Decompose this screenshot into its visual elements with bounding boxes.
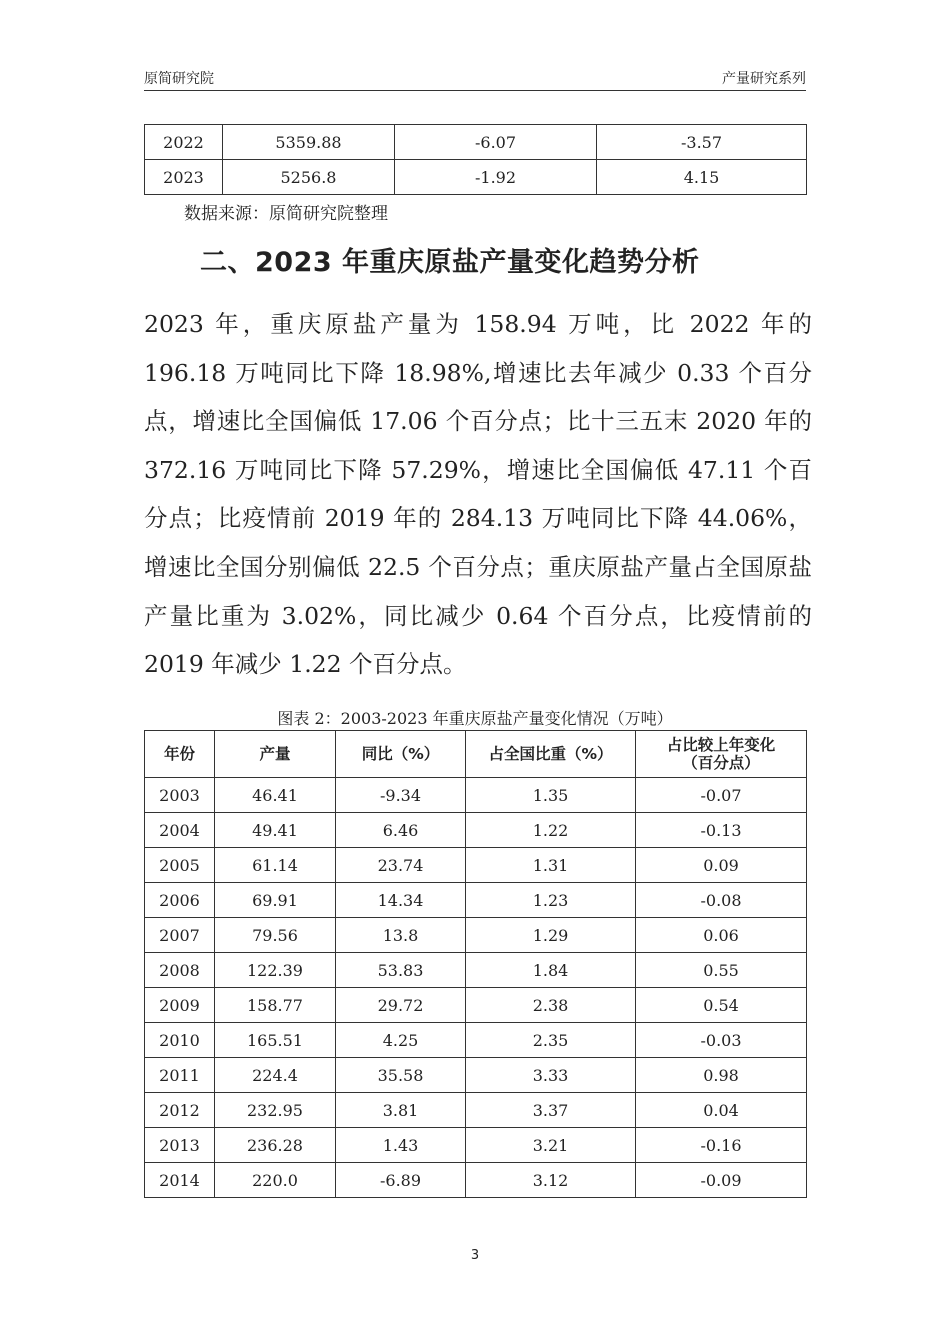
table-row bbox=[145, 953, 807, 988]
table-cell: 61.14 bbox=[215, 848, 336, 883]
table-cell: 5256.8 bbox=[223, 160, 395, 195]
table-cell: -1.92 bbox=[395, 160, 597, 195]
page-header bbox=[144, 64, 806, 91]
section-title: 二、2023 年重庆原盐产量变化趋势分析 bbox=[200, 247, 700, 278]
table-cell: 2010 bbox=[145, 1023, 215, 1058]
table-cell: -6.89 bbox=[336, 1163, 466, 1198]
table-cell: 69.91 bbox=[215, 883, 336, 918]
table-cell: -6.07 bbox=[395, 125, 597, 160]
table-cell: -9.34 bbox=[336, 778, 466, 813]
table-row bbox=[145, 1128, 807, 1163]
data-source-note: 数据来源：原简研究院整理 bbox=[184, 204, 388, 224]
table-cell: 2005 bbox=[145, 848, 215, 883]
production-history-table bbox=[144, 730, 807, 1198]
table-cell: 2009 bbox=[145, 988, 215, 1023]
table-cell: 1.35 bbox=[466, 778, 636, 813]
table-row bbox=[145, 918, 807, 953]
table-cell: 2006 bbox=[145, 883, 215, 918]
table-row bbox=[145, 160, 807, 195]
analysis-paragraph bbox=[144, 300, 812, 689]
table-cell: 2013 bbox=[145, 1128, 215, 1163]
table-row bbox=[145, 988, 807, 1023]
table-cell: 0.04 bbox=[636, 1093, 807, 1128]
table-cell: -0.13 bbox=[636, 813, 807, 848]
table-cell: 79.56 bbox=[215, 918, 336, 953]
table-cell: 122.39 bbox=[215, 953, 336, 988]
table-cell: 6.46 bbox=[336, 813, 466, 848]
header-org-name: 原简研究院 bbox=[144, 71, 214, 87]
table-cell: 2023 bbox=[145, 160, 223, 195]
table-cell: 3.21 bbox=[466, 1128, 636, 1163]
table-cell: 49.41 bbox=[215, 813, 336, 848]
column-header-output: 产量 bbox=[215, 731, 336, 778]
table-row bbox=[145, 1093, 807, 1128]
table-cell: 1.29 bbox=[466, 918, 636, 953]
table-cell: 0.54 bbox=[636, 988, 807, 1023]
column-header-yoy: 同比（%） bbox=[336, 731, 466, 778]
table-cell: 232.95 bbox=[215, 1093, 336, 1128]
table-cell: 2007 bbox=[145, 918, 215, 953]
column-header-year: 年份 bbox=[145, 731, 215, 778]
table-cell: -0.08 bbox=[636, 883, 807, 918]
table-cell: -3.57 bbox=[597, 125, 807, 160]
table-cell: 236.28 bbox=[215, 1128, 336, 1163]
table-cell: 1.84 bbox=[466, 953, 636, 988]
table-cell: 2011 bbox=[145, 1058, 215, 1093]
table-cell: 1.23 bbox=[466, 883, 636, 918]
paragraph-text: 2023 年，重庆原盐产量为 158.94 万吨，比 2022 年的 196.18 万吨同比下降 18.98%,增速比去年减少 0.33 个百分点，增速比全国偏低 17.06 个百分点；比十三五末 2020 年的 372.16 万吨同比下降 57.29%，增速比全国偏低 47.11 个百分点；比疫情前 2019 年的 284.13 万吨同比下降 44.06%，增速比全国分别偏低 22.5 个百分点；重庆原盐产量占全国原盐产量比重为 3.02%，同比减少 0.64 个百分点，比疫情前的 2019 年减少 1.22 个百分点。 bbox=[144, 310, 812, 679]
table-cell: 23.74 bbox=[336, 848, 466, 883]
table-cell: 2008 bbox=[145, 953, 215, 988]
column-header-share-change: 占比较上年变化（百分点） bbox=[636, 731, 807, 778]
table-cell: 3.12 bbox=[466, 1163, 636, 1198]
table-cell: 2004 bbox=[145, 813, 215, 848]
header-series-name: 产量研究系列 bbox=[722, 71, 806, 87]
table-cell: 14.34 bbox=[336, 883, 466, 918]
table-cell: 53.83 bbox=[336, 953, 466, 988]
table-cell: 2.38 bbox=[466, 988, 636, 1023]
table-cell: 3.33 bbox=[466, 1058, 636, 1093]
table-cell: 0.06 bbox=[636, 918, 807, 953]
table-cell: 35.58 bbox=[336, 1058, 466, 1093]
table-cell: 3.81 bbox=[336, 1093, 466, 1128]
table-row bbox=[145, 813, 807, 848]
table-cell: 2003 bbox=[145, 778, 215, 813]
table-row bbox=[145, 778, 807, 813]
table-cell: 2012 bbox=[145, 1093, 215, 1128]
table-row bbox=[145, 848, 807, 883]
table-cell: 224.4 bbox=[215, 1058, 336, 1093]
table-cell: 4.25 bbox=[336, 1023, 466, 1058]
page-number: 3 bbox=[470, 1248, 480, 1263]
table-cell: 0.55 bbox=[636, 953, 807, 988]
table-cell: -0.07 bbox=[636, 778, 807, 813]
table-cell: 13.8 bbox=[336, 918, 466, 953]
table-cell: 0.98 bbox=[636, 1058, 807, 1093]
table-cell: -0.16 bbox=[636, 1128, 807, 1163]
table-cell: 2022 bbox=[145, 125, 223, 160]
table-cell: 1.43 bbox=[336, 1128, 466, 1163]
continued-production-table bbox=[144, 124, 807, 195]
table-cell: 3.37 bbox=[466, 1093, 636, 1128]
table-cell: 158.77 bbox=[215, 988, 336, 1023]
table-row bbox=[145, 883, 807, 918]
table-header-row bbox=[145, 731, 807, 778]
table-row bbox=[145, 125, 807, 160]
column-header-national-share: 占全国比重（%） bbox=[466, 731, 636, 778]
table-cell: 165.51 bbox=[215, 1023, 336, 1058]
table-cell: 29.72 bbox=[336, 988, 466, 1023]
table-cell: 0.09 bbox=[636, 848, 807, 883]
table-cell: 5359.88 bbox=[223, 125, 395, 160]
table-cell: 1.22 bbox=[466, 813, 636, 848]
table-cell: 46.41 bbox=[215, 778, 336, 813]
table-row bbox=[145, 1023, 807, 1058]
table-cell: 4.15 bbox=[597, 160, 807, 195]
table-cell: 1.31 bbox=[466, 848, 636, 883]
table-row bbox=[145, 1163, 807, 1198]
table-cell: 2.35 bbox=[466, 1023, 636, 1058]
table-cell: 220.0 bbox=[215, 1163, 336, 1198]
table-caption: 图表 2：2003-2023 年重庆原盐产量变化情况（万吨） bbox=[277, 709, 673, 728]
table-cell: -0.03 bbox=[636, 1023, 807, 1058]
table-cell: -0.09 bbox=[636, 1163, 807, 1198]
table-cell: 2014 bbox=[145, 1163, 215, 1198]
table-row bbox=[145, 1058, 807, 1093]
